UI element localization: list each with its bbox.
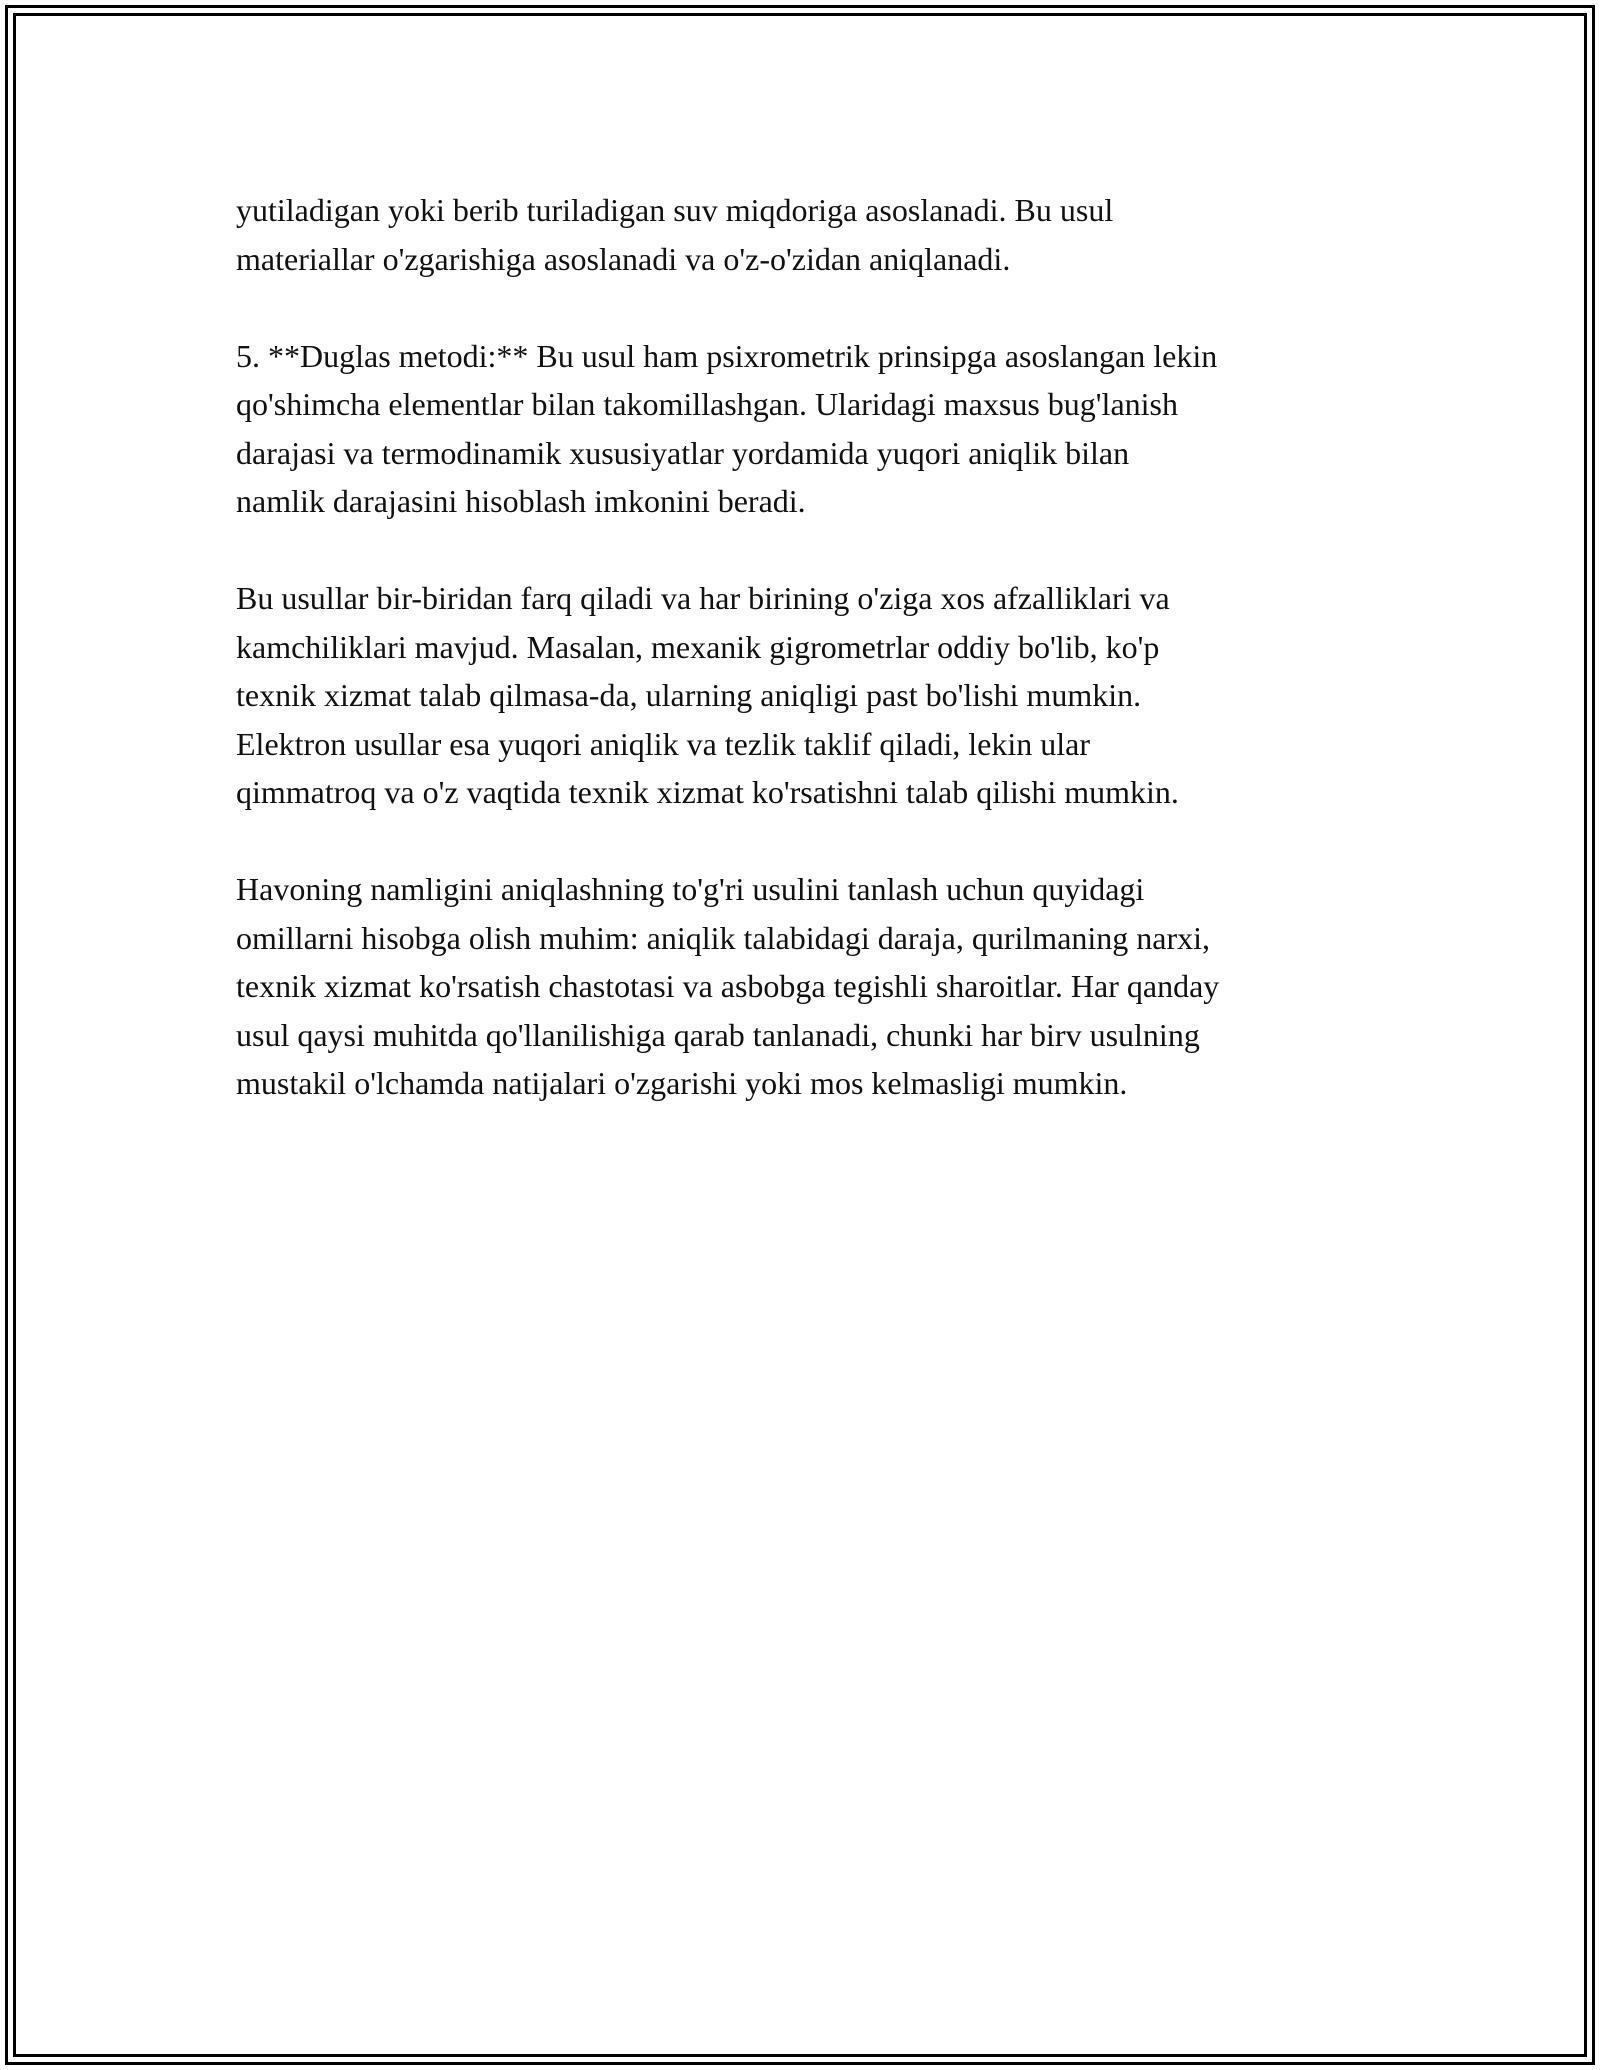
text-line: Havoning namligini aniqlashning to'g'ri usulini tanlash uchun quyidagi [236,871,1145,907]
text-line: texnik xizmat ko'rsatish chastotasi va asbobga tegishli sharoitlar. Har qanday [236,968,1220,1004]
document-body [236,186,1386,1156]
text-line: kamchiliklari mavjud. Masalan, mexanik gigrometrlar oddiy bo'lib, ko'p [236,628,1160,665]
text-line: texnik xizmat talab qilmasa-da, ularning aniqligi past bo'lishi mumkin. [236,677,1142,713]
text-line: 5. **Duglas metodi:** Bu usul ham psixrometrik prinsipga asoslangan lekin [236,337,1218,374]
text-line: qimmatroq va o'z vaqtida texnik xizmat ko'rsatishni talab qilishi mumkin. [236,774,1179,810]
text-line: omillarni hisobga olish muhim: aniqlik talabidagi daraja, qurilmaning narxi, [236,919,1211,956]
paragraph-1 [236,186,1386,283]
text-line: darajasi va termodinamik xususiyatlar yordamida yuqori aniqlik bilan [236,434,1130,471]
text-line: mustakil o'lchamda natijalari o'zgarishi yoki mos kelmasligi mumkin. [236,1065,1128,1101]
text-line: namlik darajasini hisoblash imkonini beradi. [236,483,806,519]
paragraph-4 [236,865,1386,1108]
text-line: Elektron usullar esa yuqori aniqlik va tezlik taklif qiladi, lekin ular [236,725,1090,762]
paragraph-3 [236,574,1386,817]
paragraph-2 [236,332,1386,526]
text-line: materiallar o'zgarishiga asoslanadi va o'z-o'zidan aniqlanadi. [236,240,1011,277]
text-line: yutiladigan yoki berib turiladigan suv miqdoriga asoslanadi. Bu usul [236,192,1114,228]
text-line: qo'shimcha elementlar bilan takomillashgan. Ularidagi maxsus bug'lanish [236,386,1178,422]
text-line: Bu usullar bir-biridan farq qiladi va har birining o'ziga xos afzalliklari va [236,580,1170,616]
text-line: usul qaysi muhitda qo'llanilishiga qarab tanlanadi, chunki har birv usulning [236,1016,1200,1053]
